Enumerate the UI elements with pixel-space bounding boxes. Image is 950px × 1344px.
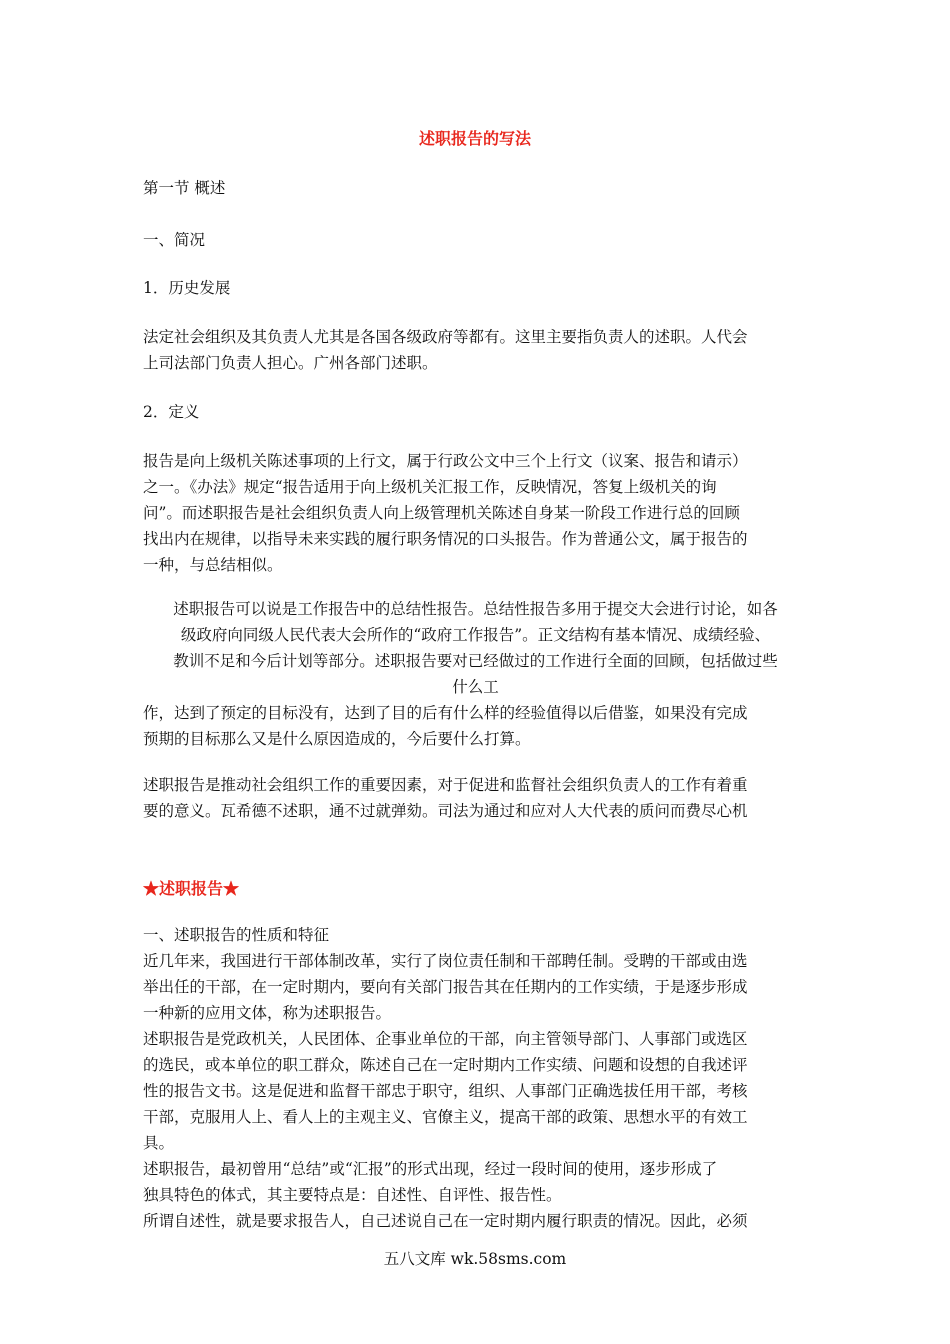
paragraph-summary-report (147, 596, 804, 700)
red-section-heading: ★述职报告★ (143, 879, 240, 898)
paragraph-history (143, 324, 808, 376)
text-line: 什么工 (452, 678, 499, 696)
text-line: 教训不足和今后计划等部分。述职报告要对已经做过的工作进行全面的回顾，包括做过些 (173, 652, 778, 670)
paragraph-definition (143, 448, 808, 578)
body-nature-and-features (143, 922, 808, 1234)
text-line: 述职报告是推动社会组织工作的重要因素，对于促进和监督社会组织负责人的工作有着重 (143, 776, 748, 794)
text-line: 所谓自述性，就是要求报告人，自己述说自己在一定时期内履行职责的情况。因此，必须 (143, 1212, 748, 1230)
text-line: 找出内在规律，以指导未来实践的履行职务情况的口头报告。作为普通公文，属于报告的 (143, 530, 748, 548)
text-line: 近几年来，我国进行干部体制改革，实行了岗位责任制和干部聘任制。受聘的干部或由选 (143, 952, 748, 970)
text-line: 级政府向同级人民代表大会所作的“政府工作报告”。正文结构有基本情况、成绩经验、 (180, 626, 771, 644)
text-line: 一种，与总结相似。 (143, 556, 283, 574)
section-heading: 第一节 概述 (143, 179, 226, 197)
subheading-overview: 一、简况 (143, 231, 206, 249)
text-line: 要的意义。瓦希德不述职，通不过就弹劾。司法为通过和应对人大代表的质问而费尽心机 (143, 802, 748, 820)
text-line: 之一。《办法》规定“报告适用于向上级机关汇报工作，反映情况，答复上级机关的询 (143, 478, 717, 496)
text-line: 独具特色的体式，其主要特点是：自述性、自评性、报告性。 (143, 1186, 562, 1204)
subheading-nature: 一、述职报告的性质和特征 (143, 926, 330, 944)
paragraph-summary-report-cont (143, 700, 808, 752)
text-line: 预期的目标那么又是什么原因造成的，今后要什么打算。 (143, 730, 531, 748)
text-line: 的选民，或本单位的职工群众，陈述自己在一定时期内工作实绩、问题和设想的自我述评 (143, 1056, 748, 1074)
text-line: 性的报告文书。这是促进和监督干部忠于职守，组织、人事部门正确选拔任用干部，考核 (143, 1082, 748, 1100)
text-line: 述职报告可以说是工作报告中的总结性报告。总结性报告多用于提交大会进行讨论，如各 (173, 600, 778, 618)
text-line: 法定社会组织及其负责人尤其是各国各级政府等都有。这里主要指负责人的述职。人代会 (143, 328, 748, 346)
text-line: 述职报告，最初曾用“总结”或“汇报”的形式出现，经过一段时间的使用，逐步形成了 (143, 1160, 718, 1178)
item-history: 1．历史发展 (143, 279, 231, 297)
footer-watermark: 五八文库 wk.58sms.com (383, 1250, 567, 1268)
text-line: 干部，克服用人上、看人上的主观主义、官僚主义，提高干部的政策、思想水平的有效工 (143, 1108, 748, 1126)
page-title: 述职报告的写法 (418, 129, 531, 148)
item-definition: 2．定义 (143, 403, 200, 421)
text-line: 报告是向上级机关陈述事项的上行文，属于行政公文中三个上行文（议案、报告和请示） (143, 452, 748, 470)
text-line: 上司法部门负责人担心。广州各部门述职。 (143, 354, 438, 372)
text-line: 举出任的干部，在一定时期内，要向有关部门报告其在任期内的工作实绩，于是逐步形成 (143, 978, 748, 996)
text-line: 作，达到了预定的目标没有，达到了目的后有什么样的经验值得以后借鉴，如果没有完成 (143, 704, 748, 722)
text-line: 具。 (143, 1134, 175, 1152)
text-line: 一种新的应用文体，称为述职报告。 (143, 1004, 392, 1022)
text-line: 述职报告是党政机关，人民团体、企事业单位的干部，向主管领导部门、人事部门或选区 (143, 1030, 748, 1048)
text-line: 问”。而述职报告是社会组织负责人向上级管理机关陈述自身某一阶段工作进行总的回顾 (143, 504, 740, 522)
paragraph-importance (143, 772, 808, 824)
